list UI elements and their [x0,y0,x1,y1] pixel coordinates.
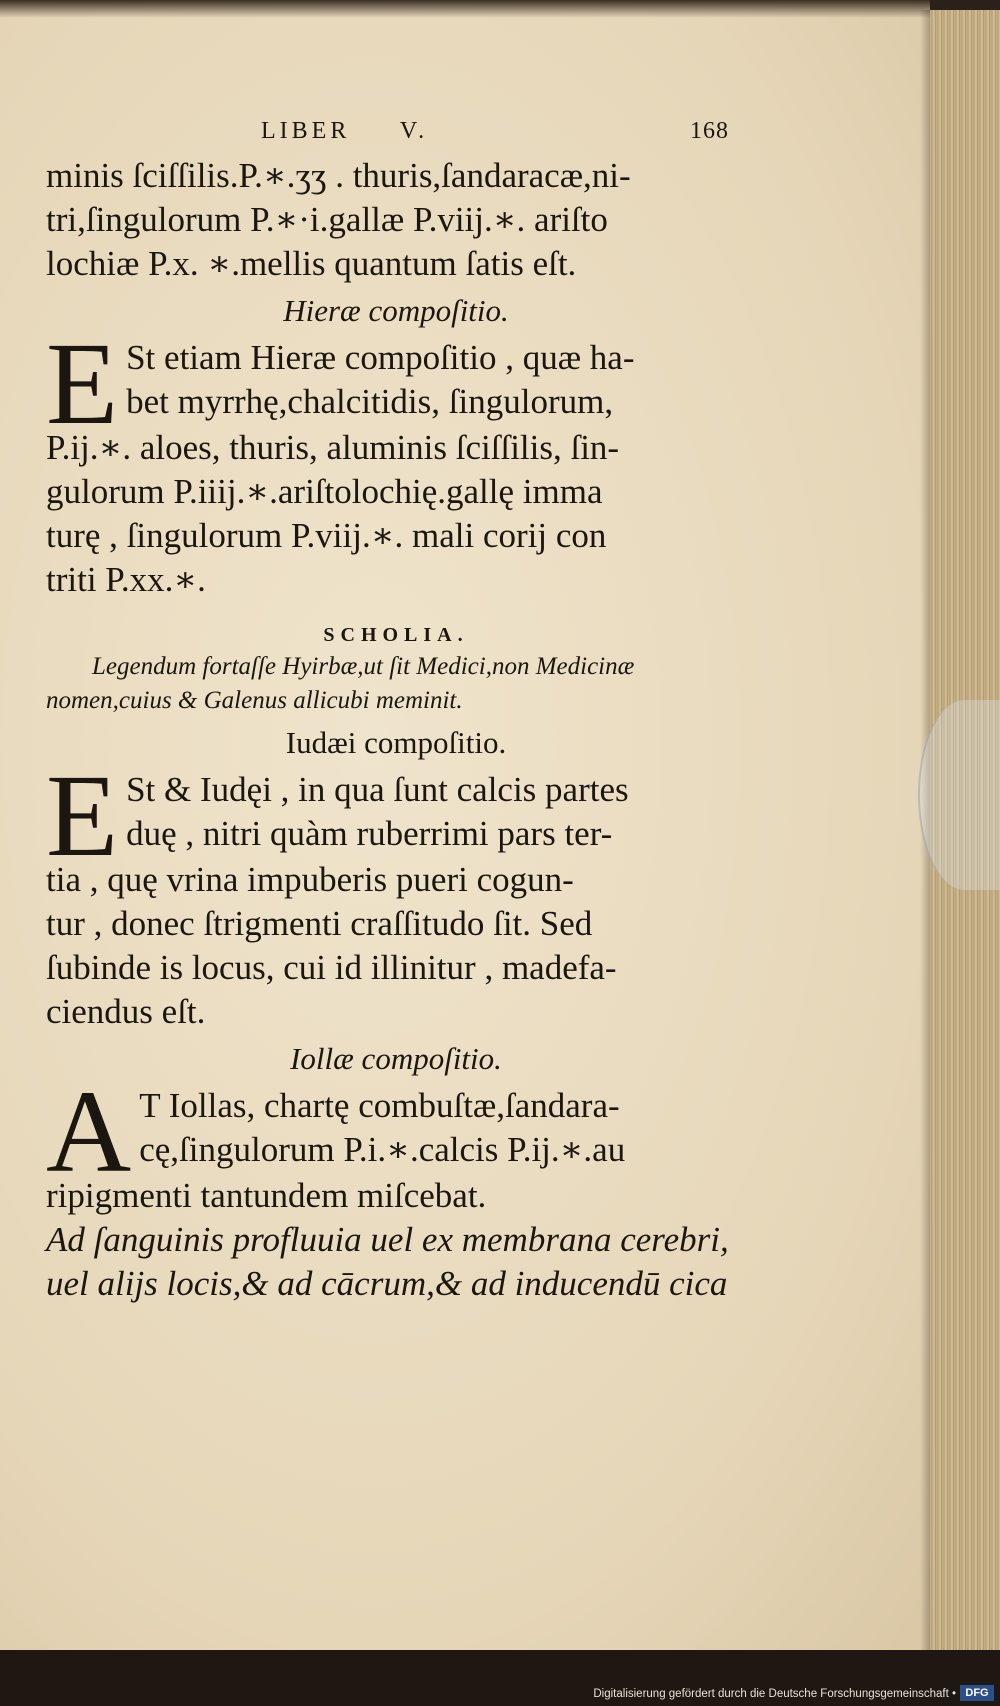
text-line: triti P.xx.∗. [46,560,206,599]
text-line: bet myrrhę,chalcitidis, ſingulorum, [126,382,614,421]
text-line: gulorum P.iiij.∗.ariſtolochię.gallę imma [46,472,603,511]
scan-footer [0,1650,1000,1706]
text-line: cę,ſingulorum P.i.∗.calcis P.ij.∗.au [139,1130,626,1169]
text-line: St & Iudęi , in qua ſunt calcis partes [126,770,629,809]
opening-lines [46,154,746,286]
running-head-liber: LIBER [261,118,351,144]
hierae-paragraph [46,318,746,602]
text-line: tur , donec ſtrigmenti craſſitudo ſit. Sed [46,904,593,943]
dropcap: A [46,1066,132,1197]
text-line: lochiæ P.x. ∗.mellis quantum ſatis eſt. [46,244,577,283]
iudaei-paragraph [46,750,746,1034]
text-line: Ad ſanguinis profluuia uel ex membrana cerebri, [46,1220,729,1259]
running-head-title [261,118,428,145]
top-shadow [0,0,930,18]
text-line: duę , nitri quàm ruberrimi pars ter- [126,814,613,853]
dropcap: E [46,318,119,449]
digitization-credit: Digitalisierung gefördert durch die Deutsche Forschungsgemeinschaft • [593,1688,956,1700]
scholia-note [46,650,746,718]
text-line: ſubinde is locus, cui id illinitur , madefa- [46,948,617,987]
text-line: turę , ſingulorum P.viij.∗. mali corij con [46,516,607,555]
iollae-paragraph [46,1066,746,1218]
running-head [46,118,746,154]
closing-lines [46,1218,746,1306]
scholia-heading: SCHOLIA. [323,624,469,646]
text-line: ripigmenti tantundem miſcebat. [46,1176,487,1215]
iollae-heading: Iollæ compoſitio. [290,1041,502,1076]
hierae-heading: Hieræ compoſitio. [283,293,509,328]
text-line: tri,ſingulorum P.∗·i.gallæ P.viij.∗. ariſto [46,200,608,239]
dropcap: E [46,750,119,881]
scholia-line: Legendum fortaſſe Hyirbæ,ut ſit Medici,non Medicinæ [92,653,635,680]
text-line: P.ij.∗. aloes, thuris, aluminis ſciſſilis, ſin- [46,428,620,467]
book-clip [918,700,1000,890]
text-line: tia , quę vrina impuberis pueri cogun- [46,860,574,899]
text-line: St etiam Hieræ compoſitio , quæ ha- [126,338,635,377]
text-line: uel alijs locis,& ad cācrum,& ad inducendū cica [46,1264,728,1303]
scholia-line: nomen,cuius & Galenus allicubi meminit. [46,687,463,714]
running-head-book: V. [399,118,429,144]
text-line: minis ſciſſilis.P.∗.ʒʒ . thuris,ſandaracæ,ni- [46,156,631,195]
page-text [46,118,746,1306]
iudaei-heading: Iudæi compoſitio. [285,725,507,760]
text-line: ciendus eſt. [46,992,206,1031]
folio-number: 168 [690,118,729,144]
text-line: T Iollas, chartę combuſtæ,ſandara- [139,1086,620,1125]
dfg-logo-icon: DFG [960,1685,994,1701]
